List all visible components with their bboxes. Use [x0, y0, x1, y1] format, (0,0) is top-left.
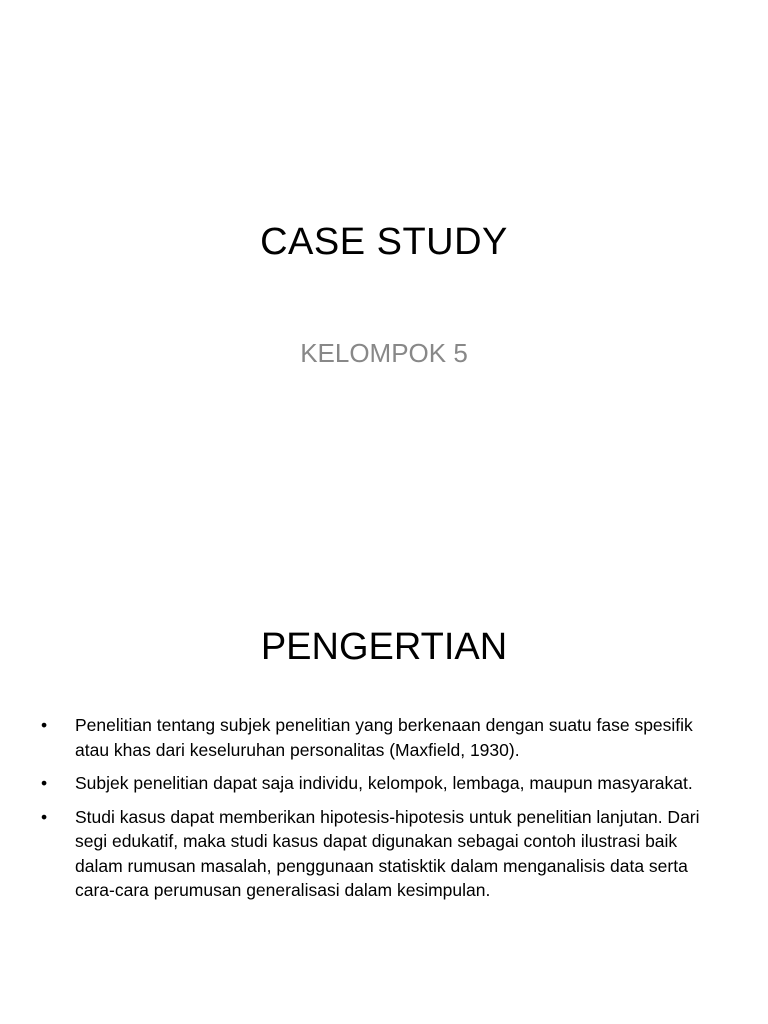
bullet-text: Subjek penelitian dapat saja individu, kelompok, lembaga, maupun masyarakat.	[75, 773, 693, 793]
content-slide	[0, 512, 768, 1024]
bullet-item	[38, 713, 718, 762]
slide-subtitle: KELOMPOK 5	[300, 338, 468, 368]
bullet-text: Penelitian tentang subjek penelitian yang berkenaan dengan suatu fase spesifik atau khas dari keseluruhan personalitas (Maxfield, 1930).	[75, 715, 693, 760]
section-title: PENGERTIAN	[260, 626, 508, 668]
bullet-item	[38, 771, 718, 796]
bullet-item	[38, 805, 718, 903]
bullet-text: Studi kasus dapat memberikan hipotesis-hipotesis untuk penelitian lanjutan. Dari segi edukatif, maka studi kasus dapat digunakan sebagai contoh ilustrasi baik dalam rumusan masalah, penggunaan statisktik dalam menganalisis data serta cara-cara perumusan generalisasi dalam kesimpulan.	[75, 806, 700, 900]
bullet-icon: •	[41, 715, 48, 735]
bullet-icon: •	[41, 806, 48, 827]
bullet-list	[38, 713, 718, 912]
bullet-icon: •	[41, 773, 48, 793]
slide-title: CASE STUDY	[260, 221, 508, 263]
